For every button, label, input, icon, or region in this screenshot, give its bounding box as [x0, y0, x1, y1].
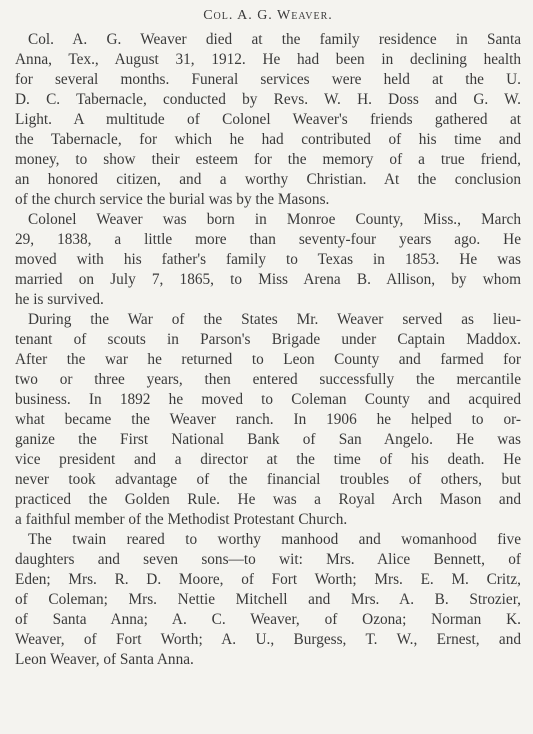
text-line: Weaver, of Fort Worth; A. U., Burgess, T. W., Ernest, and: [15, 631, 521, 648]
text-line: he is survived.: [15, 291, 104, 308]
text-line: practiced the Golden Rule. He was a Royal Arch Mason and: [15, 491, 521, 508]
text-line: married on July 7, 1865, to Miss Arena B. Allison, by whom: [15, 271, 521, 288]
text-line: ganize the First National Bank of San Angelo. He was: [15, 431, 521, 448]
paragraph-career: [15, 310, 521, 530]
text-line: a faithful member of the Methodist Protestant Church.: [15, 511, 348, 528]
text-line: the Tabernacle, for which he had contributed of his time and: [15, 131, 521, 148]
text-line: money, to show their esteem for the memory of a true friend,: [15, 151, 521, 168]
text-line: what became the Weaver ranch. In 1906 he helped to or-: [15, 411, 521, 428]
text-line: of the church service the burial was by the Masons.: [15, 191, 330, 208]
text-line: Anna, Tex., August 31, 1912. He had been in declining health: [15, 51, 521, 68]
paragraph-children: [15, 530, 521, 670]
paragraph-birth: [15, 210, 521, 310]
text-line: Light. A multitude of Colonel Weaver's friends gathered at: [15, 111, 521, 128]
text-line: moved with his father's family to Texas in 1853. He was: [15, 251, 521, 268]
text-line: never took advantage of the financial troubles of others, but: [15, 471, 521, 488]
text-line: During the War of the States Mr. Weaver served as lieu-: [28, 311, 521, 328]
paragraph-funeral: [15, 30, 521, 210]
text-line: Col. A. G. Weaver died at the family residence in Santa: [28, 31, 521, 48]
text-line: Eden; Mrs. R. D. Moore, of Fort Worth; Mrs. E. M. Critz,: [15, 571, 521, 588]
text-line: The twain reared to worthy manhood and womanhood five: [28, 531, 521, 548]
text-line: D. C. Tabernacle, conducted by Revs. W. H. Doss and G. W.: [15, 91, 521, 108]
text-line: 29, 1838, a little more than seventy-four years ago. He: [15, 231, 521, 248]
document-page: [15, 6, 521, 670]
text-line: daughters and seven sons—to wit: Mrs. Alice Bennett, of: [15, 551, 521, 568]
text-line: an honored citizen, and a worthy Christian. At the conclusion: [15, 171, 521, 188]
text-line: business. In 1892 he moved to Coleman County and acquired: [15, 391, 521, 408]
text-line: Colonel Weaver was born in Monroe County, Miss., March: [28, 211, 521, 228]
text-line: After the war he returned to Leon County and farmed for: [15, 351, 521, 368]
text-line: of Coleman; Mrs. Nettie Mitchell and Mrs. A. B. Strozier,: [15, 591, 521, 608]
text-line: two or three years, then entered successfully the mercantile: [15, 371, 521, 388]
text-line: of Santa Anna; A. C. Weaver, of Ozona; Norman K.: [15, 611, 521, 628]
article-title: Col. A. G. Weaver.: [203, 8, 333, 23]
text-line: tenant of scouts in Parson's Brigade under Captain Maddox.: [15, 331, 521, 348]
text-line: Leon Weaver, of Santa Anna.: [15, 651, 194, 668]
text-line: vice president and a director at the time of his death. He: [15, 451, 521, 468]
text-line: for several months. Funeral services were held at the U.: [15, 71, 521, 88]
